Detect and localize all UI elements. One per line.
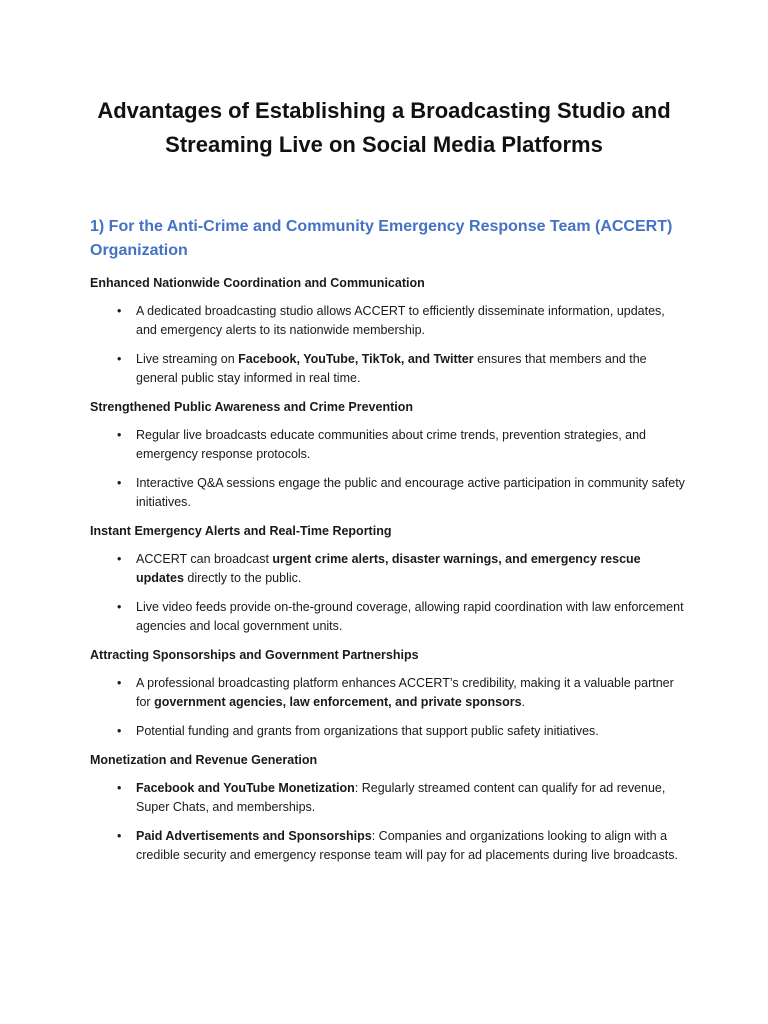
bullet-icon: • — [117, 724, 122, 738]
item-text-post: directly to the public. — [183, 571, 302, 585]
list-item — [117, 474, 685, 512]
item-text: Regular live broadcasts educate communities about crime trends, prevention strategies, and emergency response protocols. — [136, 428, 646, 461]
list-item — [117, 827, 685, 865]
item-text-pre: Live streaming on — [136, 352, 239, 366]
item-text-pre: ACCERT can broadcast — [136, 552, 273, 566]
list-item — [117, 426, 685, 464]
bullet-icon: • — [117, 781, 122, 795]
list-item — [117, 674, 685, 712]
item-text-bold: Facebook and YouTube Monetization — [136, 781, 355, 795]
title-line-2: Streaming Live on Social Media Platforms — [165, 132, 603, 157]
bullet-icon: • — [117, 352, 122, 366]
item-text-post: . — [521, 695, 526, 709]
item-text: Live video feeds provide on-the-ground coverage, allowing rapid coordination with law enforcement agencies and local government units. — [136, 600, 684, 633]
bullet-icon: • — [117, 552, 122, 566]
item-text-bold: Facebook, YouTube, TikTok, and Twitter — [238, 352, 474, 366]
bullet-list-monetization — [90, 779, 685, 865]
item-text-pre: A professional broadcasting platform enhances ACCERT’s credibility, making it a valuable partner for — [136, 676, 674, 709]
bullet-list-sponsorships — [90, 674, 685, 741]
item-text: Interactive Q&A sessions engage the public and encourage active participation in community safety initiatives. — [136, 476, 685, 509]
list-item — [117, 598, 685, 636]
subheading-monetization: Monetization and Revenue Generation — [90, 753, 318, 767]
list-item — [117, 302, 685, 340]
bullet-icon: • — [117, 476, 122, 490]
subheading-sponsorships: Attracting Sponsorships and Government Partnerships — [90, 648, 419, 662]
bullet-list-coordination — [90, 302, 685, 388]
bullet-icon: • — [117, 428, 122, 442]
item-text-post: ensures that members and the general public stay informed in real time. — [136, 352, 647, 385]
bullet-list-awareness — [90, 426, 685, 512]
item-text-post: : Companies and organizations looking to align with a credible security and emergency response team will pay for ad placements during live broadcasts. — [136, 829, 678, 862]
list-item — [117, 779, 685, 817]
list-item — [117, 350, 685, 388]
bullet-list-alerts — [90, 550, 685, 636]
bullet-icon: • — [117, 304, 122, 318]
list-item — [117, 550, 685, 588]
item-text: A dedicated broadcasting studio allows ACCERT to efficiently disseminate information, updates, and emergency alerts to its nationwide membership. — [136, 304, 665, 337]
list-item — [117, 722, 685, 741]
subheading-alerts: Instant Emergency Alerts and Real-Time Reporting — [90, 524, 392, 538]
item-text-post: : Regularly streamed content can qualify for ad revenue, Super Chats, and memberships. — [136, 781, 666, 814]
section-heading: 1) For the Anti-Crime and Community Emergency Response Team (ACCERT) Organization — [90, 218, 673, 259]
bullet-icon: • — [117, 829, 122, 843]
item-text-bold: Paid Advertisements and Sponsorships — [136, 829, 372, 843]
bullet-icon: • — [117, 676, 122, 690]
item-text: Potential funding and grants from organizations that support public safety initiatives. — [136, 724, 599, 738]
bullet-icon: • — [117, 600, 122, 614]
title-line-1: Advantages of Establishing a Broadcasting Studio and — [97, 98, 671, 123]
subheading-coordination: Enhanced Nationwide Coordination and Communication — [90, 276, 425, 290]
document-title — [60, 94, 708, 162]
subheading-awareness: Strengthened Public Awareness and Crime Prevention — [90, 400, 414, 414]
item-text-bold: government agencies, law enforcement, and private sponsors — [154, 695, 522, 709]
item-text-bold: urgent crime alerts, disaster warnings, and emergency rescue updates — [136, 552, 641, 585]
document-body — [90, 274, 685, 875]
